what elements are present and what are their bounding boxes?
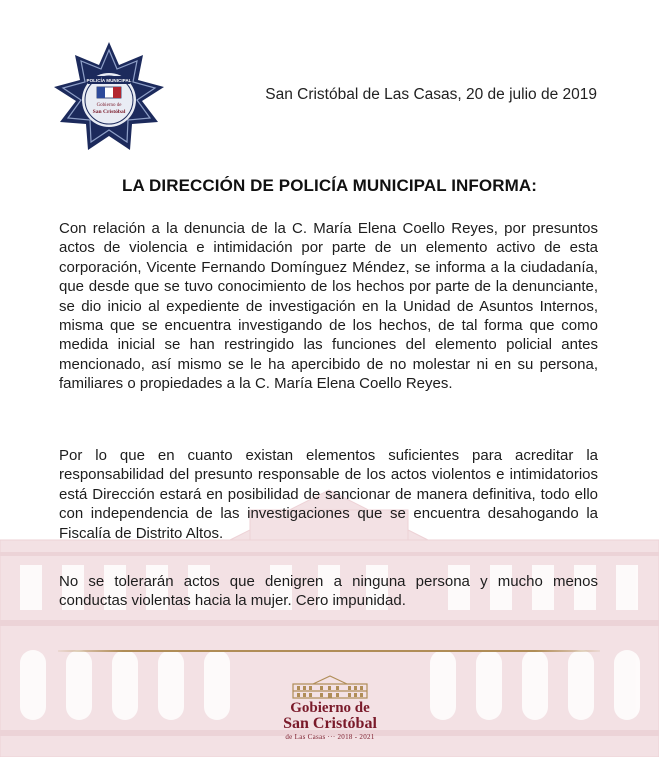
badge-line1: POLICÍA MUNICIPAL xyxy=(86,78,132,83)
badge-line3: San Cristóbal xyxy=(92,109,126,115)
document-date: San Cristóbal de Las Casas, 20 de julio de 2019 xyxy=(265,86,597,103)
paragraph-3: No se tolerarán actos que denigren a ninguna persona y mucho menos conductas violentas hacia la mujer. Cero impunidad. xyxy=(59,573,598,610)
paragraph-2: Por lo que en cuanto existan elementos suficientes para acreditar la responsabilidad del presunto responsable de los actos violentos e intimidatorios está Dirección estará en posibilidad de sancionar de manera definitiva, todo ello con independencia de las investigaciones que se encuentra desahogando la Fiscalía de Distrito Altos. xyxy=(59,447,598,542)
paragraph-1: Con relación a la denuncia de la C. María Elena Coello Reyes, por presuntos actos de violencia e intimidación por parte de un elemento activo de esta corporación, Vicente Fernando Domínguez Méndez, se informa a la ciudadanía, que desde que se tuvo conocimiento de los hechos por parte de la denunciante, se dio inicio al expediente de investigación en la Unidad de Asuntos Internos, misma que se encuentra investigando de los hechos, de tal forma que como medida inicial se han restringido las funciones del elemento policial antes mencionado, así mismo se le ha apercibido de no molestar ni en su persona, familiares o propiedades a la C. María Elena Coello Reyes. xyxy=(59,220,598,393)
badge-line2: Gobierno de xyxy=(96,103,122,108)
city-hall-building-icon xyxy=(291,674,369,700)
document-title: LA DIRECCIÓN DE POLICÍA MUNICIPAL INFORMA: xyxy=(121,176,538,195)
footer-government-logo xyxy=(270,674,390,744)
footer-line3: de Las Casas ··· 2018 - 2021 xyxy=(285,733,375,741)
footer-line2: San Cristóbal xyxy=(283,715,377,732)
footer-line1: Gobierno de xyxy=(290,700,370,716)
police-star-badge-icon xyxy=(50,40,168,158)
gold-divider xyxy=(58,650,600,652)
